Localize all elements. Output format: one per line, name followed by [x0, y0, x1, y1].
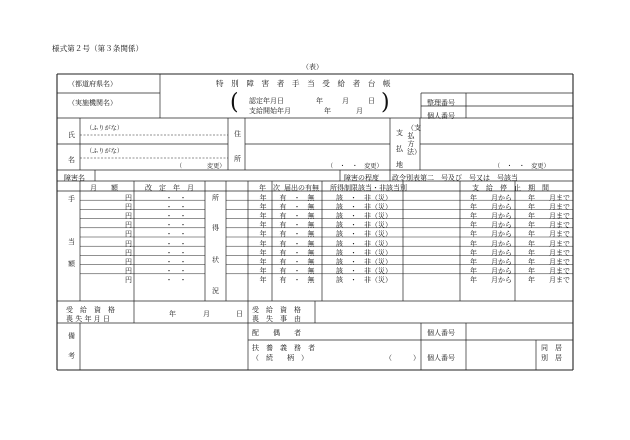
row-cell-row-period-from: 年 月から: [470, 257, 512, 266]
row-cell-row-year: 年: [259, 221, 267, 230]
row-cell-row-yen: 円: [125, 230, 132, 239]
row-cell-row-yes-no: 有 ・ 無: [279, 221, 315, 230]
eligibility-lost-reason-label: 受 給 資 格: [252, 306, 301, 314]
prefecture-label: （都道府県名）: [68, 80, 117, 88]
row-cell-row-yen: 円: [125, 202, 132, 211]
row-cell-row-period-from: 年 月から: [470, 239, 512, 248]
row-cell-row-applicable: 該 ・ 非（災）: [336, 267, 392, 276]
address-char: 住: [234, 130, 241, 138]
row-cell-row-applicable: 該 ・ 非（災）: [336, 257, 392, 266]
row-cell-row-applicable: 該 ・ 非（災）: [336, 248, 392, 257]
row-cell-row-dots: ・ ・: [165, 267, 187, 276]
col-income-limit-header: 所得制限該当・非該当別: [330, 184, 407, 192]
row-cell-row-yen: 円: [125, 276, 132, 285]
income-char: 所: [212, 194, 219, 202]
row-cell-row-year: 年: [259, 230, 267, 239]
row-cell-row-dots: ・ ・: [165, 276, 187, 285]
row-cell-row-yes-no: 有 ・ 無: [279, 276, 315, 285]
side-label: （表）: [302, 63, 323, 71]
row-cell-row-yen: 円: [125, 267, 132, 276]
payment-change-label: （ ・ ・ 変更）: [494, 163, 550, 170]
personal-number-label: 個人番号: [427, 112, 455, 120]
eligibility-lost-label: 喪 失 年 月 日: [66, 315, 110, 323]
right-bracket: ): [381, 90, 390, 115]
row-cell-row-year: 年: [259, 248, 267, 257]
allowance-char: 当: [68, 238, 75, 246]
row-cell-row-period-from: 年 月から: [470, 248, 512, 257]
payment-method-label: （支払方法）: [407, 124, 421, 156]
eligibility-lost-reason-label: 喪 失 事 由: [252, 315, 301, 323]
col-monthly-header: 月 額: [90, 184, 118, 192]
row-cell-row-yes-no: 有 ・ 無: [279, 248, 315, 257]
day-unit: 日: [236, 310, 243, 318]
row-cell-row-year: 年: [259, 211, 267, 220]
name-change-label: （ 変更）: [176, 163, 226, 170]
row-cell-row-yen: 円: [125, 221, 132, 230]
row-cell-row-yen: 円: [125, 248, 132, 257]
row-cell-row-applicable: 該 ・ 非（災）: [336, 211, 392, 220]
row-cell-row-yen: 円: [125, 257, 132, 266]
row-cell-row-period-from: 年 月から: [470, 193, 512, 202]
year-unit: 年: [324, 107, 331, 115]
row-cell-row-year: 年: [259, 193, 267, 202]
govt-table-label: 政令別表第二 号及び 号又は 号該当: [392, 174, 518, 182]
income-char: 況: [212, 287, 219, 295]
row-cell-row-year: 年: [259, 276, 267, 285]
row-cell-row-dots: ・ ・: [165, 193, 187, 202]
year-unit: 年: [316, 97, 323, 105]
form-number: 様式第２号（第３条関係）: [52, 44, 144, 53]
col-revision-header: 改 定 年 月: [145, 184, 194, 192]
col-year-header: 年 次: [259, 184, 280, 192]
row-cell-row-applicable: 該 ・ 非（災）: [336, 276, 392, 285]
income-char: 状: [212, 256, 219, 264]
spouse-label: 配 偶 者: [252, 329, 301, 337]
row-cell-row-period-to: 年 月まで: [528, 276, 570, 285]
row-cell-row-period-from: 年 月から: [470, 276, 512, 285]
row-cell-row-yes-no: 有 ・ 無: [279, 211, 315, 220]
row-cell-row-period-to: 年 月まで: [528, 257, 570, 266]
row-cell-row-period-from: 年 月から: [470, 230, 512, 239]
row-cell-row-period-from: 年 月から: [470, 221, 512, 230]
row-cell-row-period-to: 年 月まで: [528, 239, 570, 248]
month-unit: 月: [203, 310, 210, 318]
row-cell-row-year: 年: [259, 267, 267, 276]
row-cell-row-period-to: 年 月まで: [528, 248, 570, 257]
address-char: 所: [234, 155, 241, 163]
name-char: 名: [68, 156, 75, 164]
support-obligor-label: 扶 養 義 務 者: [252, 344, 315, 352]
row-cell-row-yes-no: 有 ・ 無: [279, 193, 315, 202]
row-cell-row-year: 年: [259, 257, 267, 266]
remarks-char: 考: [68, 352, 75, 360]
row-cell-row-dots: ・ ・: [165, 248, 187, 257]
col-suspension-header: 支 給 停 止 期 間: [472, 184, 549, 192]
row-cell-row-applicable: 該 ・ 非（災）: [336, 221, 392, 230]
row-cell-row-applicable: 該 ・ 非（災）: [336, 239, 392, 248]
row-cell-row-year: 年: [259, 239, 267, 248]
relationship-label: （ 続 柄 ）: [252, 354, 308, 362]
row-cell-row-dots: ・ ・: [165, 202, 187, 211]
cohabit-label: 同 居: [541, 344, 562, 352]
day-unit: 日: [368, 97, 375, 105]
row-cell-row-applicable: 該 ・ 非（災）: [336, 230, 392, 239]
disability-degree-label: 障害の程度: [344, 174, 379, 182]
address-change-label: （ ・ ・ 変更）: [327, 163, 383, 170]
row-cell-row-period-to: 年 月まで: [528, 193, 570, 202]
row-cell-row-yes-no: 有 ・ 無: [279, 230, 315, 239]
row-cell-row-dots: ・ ・: [165, 239, 187, 248]
row-cell-row-period-to: 年 月まで: [528, 202, 570, 211]
row-cell-row-period-to: 年 月まで: [528, 211, 570, 220]
row-cell-row-dots: ・ ・: [165, 211, 187, 220]
payment-place-char: 支: [396, 129, 403, 137]
spouse-personal-number-label: 個人番号: [427, 329, 455, 337]
year-unit: 年: [169, 310, 176, 318]
row-cell-row-dots: ・ ・: [165, 230, 187, 239]
row-cell-row-yes-no: 有 ・ 無: [279, 267, 315, 276]
row-cell-row-period-to: 年 月まで: [528, 267, 570, 276]
col-dependents-header: 届出の有無: [284, 184, 319, 192]
row-cell-row-period-from: 年 月から: [470, 267, 512, 276]
row-cell-row-yen: 円: [125, 239, 132, 248]
row-cell-row-period-to: 年 月まで: [528, 230, 570, 239]
row-cell-row-applicable: 該 ・ 非（災）: [336, 202, 392, 211]
row-cell-row-dots: ・ ・: [165, 257, 187, 266]
row-cell-row-period-from: 年 月から: [470, 211, 512, 220]
remarks-char: 備: [68, 332, 75, 340]
relationship-blank: （ ）: [385, 354, 420, 362]
row-cell-row-yes-no: 有 ・ 無: [279, 257, 315, 266]
disability-name-label: 障害名: [64, 174, 85, 182]
furigana-label: （ふりがな）: [86, 125, 124, 132]
row-cell-row-yes-no: 有 ・ 無: [279, 239, 315, 248]
page-title: 特 別 障 害 者 手 当 受 給 者 台 帳: [216, 79, 391, 88]
eligibility-lost-label: 受 給 資 格: [66, 306, 115, 314]
row-cell-row-yen: 円: [125, 193, 132, 202]
separate-label: 別 居: [541, 354, 562, 362]
name-char: 氏: [68, 131, 75, 139]
row-cell-row-period-to: 年 月まで: [528, 221, 570, 230]
row-cell-row-yes-no: 有 ・ 無: [279, 202, 315, 211]
row-cell-row-applicable: 該 ・ 非（災）: [336, 193, 392, 202]
income-char: 得: [212, 224, 219, 232]
furigana-label: （ふりがな）: [86, 148, 124, 155]
left-bracket: (: [230, 90, 239, 115]
month-unit: 月: [356, 107, 363, 115]
row-cell-row-period-from: 年 月から: [470, 202, 512, 211]
payment-place-char: 地: [396, 161, 403, 169]
payment-place-char: 払: [396, 145, 403, 153]
allowance-char: 額: [68, 260, 75, 268]
ref-number-label: 整理番号: [427, 99, 455, 107]
row-cell-row-year: 年: [259, 202, 267, 211]
recognition-date-label: 認定年月日: [249, 97, 284, 105]
agency-label: （実施機関名）: [68, 99, 117, 107]
allowance-char: 手: [68, 195, 75, 203]
payment-start-label: 支給開始年月: [249, 107, 291, 115]
row-cell-row-dots: ・ ・: [165, 221, 187, 230]
row-cell-row-yen: 円: [125, 211, 132, 220]
month-unit: 月: [342, 97, 349, 105]
obligor-personal-number-label: 個人番号: [427, 354, 455, 362]
